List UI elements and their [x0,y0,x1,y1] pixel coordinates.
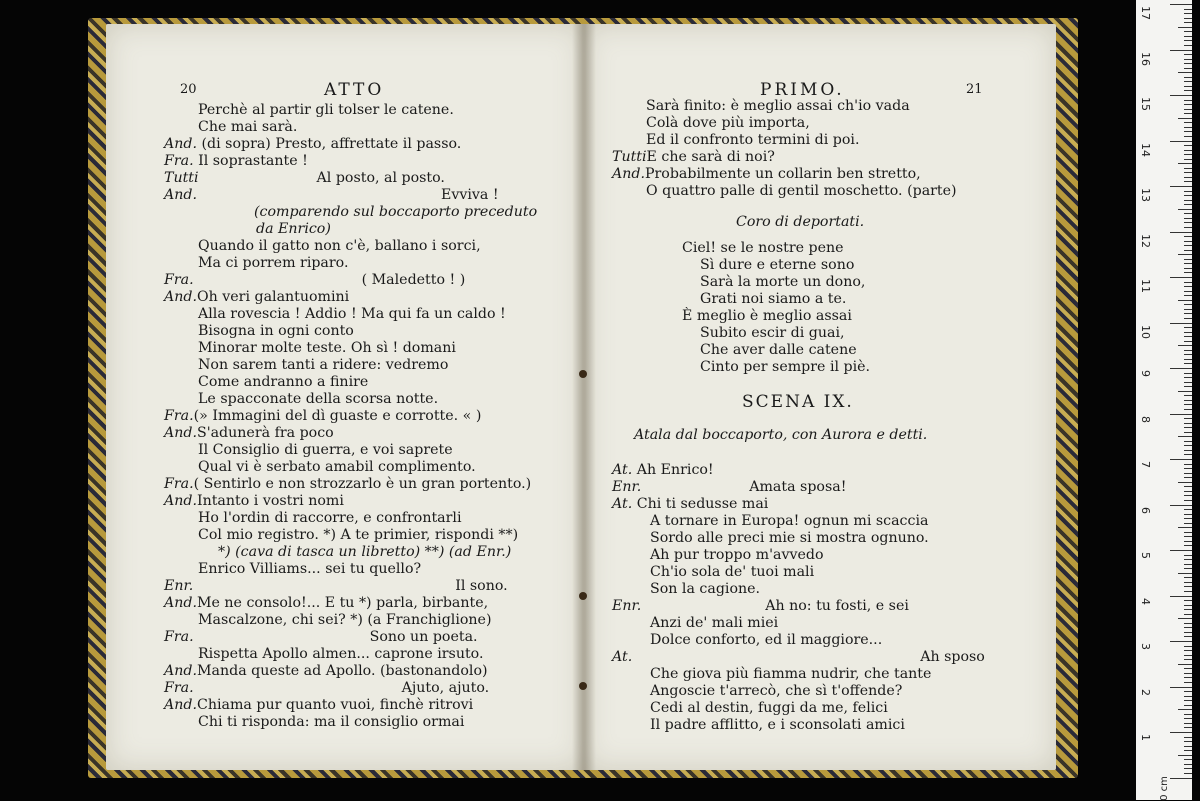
ruler-tick [1184,445,1192,446]
ruler-tick [1178,27,1192,28]
running-head: PRIMO. [760,80,845,100]
ruler-tick [1184,577,1192,578]
ruler-tick [1184,341,1192,342]
ruler-tick [1170,95,1192,96]
ruler-tick [1178,209,1192,210]
ruler-tick [1184,427,1192,428]
ruler-tick [1184,441,1192,442]
ruler-tick [1184,655,1192,656]
ruler-number: 7 [1139,461,1152,468]
verse-line: Quando il gatto non c'è, ballano i sorci, [198,238,481,254]
verse-line: And.Chiama pur quanto vuoi, finchè ritrovi [164,697,474,713]
speaker: Enr. [164,578,194,594]
ruler-tick [1170,186,1192,187]
speaker: Enr. [612,479,642,495]
measuring-ruler [1136,0,1192,800]
verse-line: Rispetta Apollo almen... caprone irsuto. [198,646,484,662]
ruler-tick [1184,268,1192,269]
ruler-tick [1184,150,1192,151]
stage-direction: da Enrico) [256,221,331,237]
ruler-tick [1184,400,1192,401]
ruler-number: 16 [1139,51,1152,66]
speaker: At. [612,649,633,665]
ruler-tick [1184,582,1192,583]
ruler-tick [1184,59,1192,60]
ruler-tick [1184,477,1192,478]
ruler-tick [1184,700,1192,701]
ruler-tick [1184,350,1192,351]
ruler-tick [1184,131,1192,132]
ruler-tick [1184,204,1192,205]
ruler-tick [1184,423,1192,424]
ruler-tick [1184,295,1192,296]
verse-line: At. Ah Enrico! [612,462,714,478]
ruler-tick [1184,373,1192,374]
ruler-tick [1184,286,1192,287]
ruler-tick [1184,36,1192,37]
ruler-tick [1170,368,1192,369]
ruler-tick [1178,72,1192,73]
ruler-tick [1184,22,1192,23]
ruler-tick [1184,31,1192,32]
ruler-tick [1170,778,1192,779]
verse-line: Angoscie t'arrecò, che sì t'offende? [650,683,903,699]
ruler-tick [1184,746,1192,747]
verse-line: Enr. Il sono. [164,578,508,594]
ruler-tick [1184,737,1192,738]
ruler-tick [1184,764,1192,765]
verse-line: And.S'adunerà fra poco [164,425,334,441]
page-number: 20 [180,82,197,97]
ruler-tick [1184,359,1192,360]
ruler-tick [1184,282,1192,283]
ruler-number: 13 [1139,188,1152,202]
ruler-tick [1184,241,1192,242]
ruler-tick [1184,181,1192,182]
ruler-tick [1184,691,1192,692]
ruler-tick [1184,45,1192,46]
ruler-tick [1184,404,1192,405]
verse-line: Colà dove più importa, [646,115,810,131]
ruler-tick [1184,313,1192,314]
ruler-tick [1184,600,1192,601]
ruler-tick [1178,482,1192,483]
ruler-tick [1184,564,1192,565]
ruler-tick [1184,77,1192,78]
verse-line: Ed il confronto termini di poi. [646,132,860,148]
ruler-tick [1184,509,1192,510]
chorus-line: Sarà la morte un dono, [700,274,866,290]
verse-line: Tutti Al posto, al posto. [164,170,445,186]
binding-stitch [579,592,587,600]
ruler-tick [1170,550,1192,551]
ruler-number: 15 [1139,97,1152,111]
verse-line: Ma ci porrem riparo. [198,255,349,271]
ruler-tick [1184,750,1192,751]
ruler-tick [1184,145,1192,146]
ruler-tick [1184,100,1192,101]
ruler-number: 14 [1139,142,1152,157]
chorus-line: È meglio è meglio assai [682,308,852,324]
ruler-tick [1184,609,1192,610]
ruler-unit: 0 cm [1158,776,1170,801]
verse-line: Le spacconate della scorsa notte. [198,391,439,407]
ruler-tick [1170,141,1192,142]
ruler-tick [1184,9,1192,10]
ruler-tick [1184,245,1192,246]
ruler-tick [1178,163,1192,164]
speaker: And. [612,166,645,182]
ruler-tick [1184,218,1192,219]
ruler-tick [1184,263,1192,264]
speaker: And. [164,595,197,611]
speaker: Fra. [164,408,194,424]
ruler-tick [1184,605,1192,606]
ruler-tick [1170,687,1192,688]
ruler-number: 2 [1139,688,1152,696]
verse-line: Qual vi è serbato amabil complimento. [198,459,476,475]
ruler-tick [1178,664,1192,665]
ruler-tick [1184,136,1192,137]
ruler-tick [1184,354,1192,355]
ruler-tick [1184,673,1192,674]
ruler-number: 8 [1139,415,1152,423]
book-gutter [572,24,596,770]
ruler-tick [1184,541,1192,542]
ruler-tick [1184,627,1192,628]
ruler-tick [1184,473,1192,474]
ruler-tick [1184,586,1192,587]
verse-line: Fra. ( Maledetto ! ) [164,272,466,288]
ruler-tick [1184,18,1192,19]
ruler-tick [1178,573,1192,574]
ruler-tick [1184,336,1192,337]
stage-direction: Atala dal boccaporto, con Aurora e detti. [634,427,928,443]
ruler-number: 1 [1139,734,1152,741]
speaker: Fra. [164,476,194,492]
page-number: 21 [966,82,983,97]
ruler-tick [1184,68,1192,69]
ruler-tick [1184,168,1192,169]
speaker: And. [164,663,197,679]
ruler-tick [1170,4,1192,5]
verse-line: Ch'io sola de' tuoi mali [650,564,815,580]
speaker: Fra. [164,153,194,169]
verse-line: Enr. Amata sposa! [612,479,847,495]
speaker: And. [164,493,197,509]
chorus-line: Che aver dalle catene [700,342,857,358]
ruler-tick [1184,523,1192,524]
ruler-tick [1184,227,1192,228]
ruler-tick [1184,86,1192,87]
ruler-tick [1184,200,1192,201]
verse-line: A tornare in Europa! ognun mi scaccia [650,513,929,529]
speaker: And. [164,289,197,305]
ruler-tick [1184,568,1192,569]
chorus-line: Cinto per sempre il piè. [700,359,871,375]
ruler-tick [1184,250,1192,251]
ruler-tick [1170,732,1192,733]
ruler-number: 3 [1139,643,1152,650]
ruler-tick [1170,414,1192,415]
speaker: Tutti [612,149,647,165]
ruler-tick [1184,464,1192,465]
ruler-number: 17 [1139,6,1152,20]
verse-line: At. Ah sposo [612,649,985,665]
ruler-tick [1184,432,1192,433]
verse-line: Non sarem tanti a ridere: vedremo [198,357,449,373]
speaker: Tutti [164,170,199,186]
ruler-tick [1184,304,1192,305]
ruler-tick [1184,518,1192,519]
ruler-tick [1184,591,1192,592]
ruler-tick [1184,222,1192,223]
verse-line: Perchè al partir gli tolser le catene. [198,102,454,118]
verse-line: Sordo alle preci mie si mostra ognuno. [650,530,929,546]
ruler-tick [1184,418,1192,419]
ruler-tick [1184,104,1192,105]
verse-line: And. (di sopra) Presto, affrettate il passo. [164,136,462,152]
ruler-tick [1184,682,1192,683]
ruler-tick [1170,596,1192,597]
ruler-tick [1184,495,1192,496]
ruler-tick [1184,705,1192,706]
ruler-tick [1184,377,1192,378]
ruler-tick [1170,505,1192,506]
speaker: Fra. [164,680,194,696]
ruler-tick [1184,468,1192,469]
verse-line: And.Manda queste ad Apollo. (bastonandolo) [164,663,488,679]
ruler-tick [1184,259,1192,260]
verse-line: Fra.( Sentirlo e non strozzarlo è un gran portento.) [164,476,532,492]
ruler-tick [1178,345,1192,346]
ruler-tick [1184,90,1192,91]
ruler-tick [1184,718,1192,719]
ruler-tick [1184,395,1192,396]
ruler-tick [1184,191,1192,192]
verse-line: Dolce conforto, ed il maggiore... [650,632,883,648]
ruler-tick [1184,659,1192,660]
ruler-tick [1184,650,1192,651]
verse-line: Fra. Sono un poeta. [164,629,478,645]
ruler-tick [1184,332,1192,333]
verse-line: Enrico Villiams... sei tu quello? [198,561,422,577]
ruler-tick [1184,614,1192,615]
ruler-tick [1184,13,1192,14]
ruler-tick [1184,213,1192,214]
ruler-tick [1184,646,1192,647]
ruler-tick [1184,532,1192,533]
ruler-number: 10 [1139,324,1152,339]
ruler-tick [1170,323,1192,324]
chorus-line: Subito escir di guai, [700,325,845,341]
ruler-tick [1178,755,1192,756]
verse-line: And.Oh veri galantuomini [164,289,350,305]
speaker: Enr. [612,598,642,614]
verse-line: Alla rovescia ! Addio ! Ma qui fa un caldo ! [198,306,506,322]
ruler-tick [1170,641,1192,642]
ruler-number: 4 [1139,597,1152,605]
ruler-tick [1184,81,1192,82]
ruler-tick [1170,459,1192,460]
ruler-tick [1178,391,1192,392]
ruler-tick [1184,409,1192,410]
chorus-line: Ciel! se le nostre pene [682,240,844,256]
ruler-tick [1184,773,1192,774]
ruler-tick [1184,723,1192,724]
chorus-line: Grati noi siamo a te. [700,291,847,307]
speaker: And. [164,187,197,203]
ruler-number: 9 [1139,370,1152,377]
speaker: And. [164,697,197,713]
ruler-tick [1170,232,1192,233]
verse-line: Mascalzone, chi sei? *) (a Franchiglione) [198,612,492,628]
ruler-tick [1184,559,1192,560]
ruler-tick [1184,113,1192,114]
ruler-tick [1184,536,1192,537]
ruler-tick [1184,236,1192,237]
verse-line: Chi ti risponda: ma il consiglio ormai [198,714,465,730]
verse-line: TuttiE che sarà di noi? [612,149,775,165]
verse-line: Ho l'ordin di raccorre, e confrontarli [198,510,462,526]
ruler-number: 12 [1139,233,1152,248]
verse-line: Ah pur troppo m'avvedo [650,547,824,563]
verse-line: Sarà finito: è meglio assai ch'io vada [646,98,910,114]
ruler-tick [1184,677,1192,678]
ruler-tick [1184,40,1192,41]
ruler-tick [1184,500,1192,501]
ruler-tick [1184,727,1192,728]
ruler-tick [1184,54,1192,55]
verse-line: Fra. Il soprastante ! [164,153,308,169]
ruler-tick [1184,159,1192,160]
running-head: ATTO [324,80,385,100]
ruler-tick [1184,327,1192,328]
ruler-tick [1184,450,1192,451]
ruler-tick [1184,172,1192,173]
ruler-tick [1184,741,1192,742]
ruler-tick [1178,254,1192,255]
ruler-tick [1170,277,1192,278]
ruler-tick [1178,436,1192,437]
ruler-tick [1184,759,1192,760]
verse-line: Come andranno a finire [198,374,369,390]
ruler-tick [1184,291,1192,292]
binding-stitch [579,370,587,378]
ruler-tick [1184,127,1192,128]
ruler-tick [1184,636,1192,637]
ruler-tick [1184,632,1192,633]
ruler-tick [1184,545,1192,546]
verse-line: And.Intanto i vostri nomi [164,493,344,509]
chorus-line: Sì dure e eterne sono [700,257,855,273]
ruler-tick [1184,363,1192,364]
stage-direction: (comparendo sul boccaporto preceduto [254,204,538,220]
ruler-tick [1184,696,1192,697]
speaker: And. [164,136,197,152]
ruler-tick [1184,272,1192,273]
verse-line: Enr. Ah no: tu fosti, e sei [612,598,909,614]
verse-line: Son la cagione. [650,581,761,597]
ruler-tick [1184,668,1192,669]
verse-line: Minorar molte teste. Oh sì ! domani [198,340,456,356]
verse-line: At. Chi ti sedusse mai [612,496,769,512]
ruler-tick [1184,486,1192,487]
ruler-tick [1184,109,1192,110]
ruler-tick [1184,714,1192,715]
ruler-tick [1184,555,1192,556]
ruler-tick [1184,309,1192,310]
ruler-tick [1184,177,1192,178]
speaker: Fra. [164,272,194,288]
verse-line: And. Evviva ! [164,187,499,203]
verse-line: Fra. Ajuto, ajuto. [164,680,490,696]
ruler-number: 5 [1139,552,1152,559]
ruler-tick [1184,768,1192,769]
verse-line: And.Probabilmente un collarin ben stretto, [612,166,921,182]
ruler-tick [1184,623,1192,624]
verse-line: Bisogna in ogni conto [198,323,354,339]
ruler-tick [1178,300,1192,301]
ruler-tick [1184,382,1192,383]
verse-line: Il Consiglio di guerra, e voi saprete [198,442,453,458]
ruler-tick [1170,50,1192,51]
speaker: At. [612,496,633,512]
verse-line: Il padre afflitto, e i sconsolati amici [650,717,905,733]
speaker: At. [612,462,633,478]
binding-stitch [579,682,587,690]
verse-line: O quattro palle di gentil moschetto. (parte) [646,183,957,199]
ruler-number: 11 [1139,279,1152,293]
ruler-tick [1184,491,1192,492]
ruler-tick [1184,454,1192,455]
verse-line: Anzi de' mali miei [650,615,779,631]
ruler-tick [1184,386,1192,387]
ruler-tick [1184,154,1192,155]
ruler-tick [1184,514,1192,515]
stage-direction: *) (cava di tasca un libretto) **) (ad Enr.) [218,544,512,560]
ruler-tick [1184,318,1192,319]
verse-line: Che giova più fiamma nudrir, che tante [650,666,932,682]
left-page [106,24,584,770]
ruler-tick [1178,618,1192,619]
scene-title: SCENA IX. [742,392,854,412]
ruler-tick [1184,122,1192,123]
chorus-title: Coro di deportati. [736,214,865,230]
ruler-tick [1184,63,1192,64]
ruler-tick [1178,709,1192,710]
ruler-tick [1178,118,1192,119]
verse-line: Che mai sarà. [198,119,298,135]
ruler-tick [1178,527,1192,528]
verse-line: Col mio registro. *) A te primier, rispondi **) [198,527,519,543]
ruler-tick [1184,195,1192,196]
verse-line: And.Me ne consolo!... E tu *) parla, birbante, [164,595,489,611]
speaker: And. [164,425,197,441]
right-page [584,24,1056,770]
verse-line: Cedi al destin, fuggi da me, felici [650,700,888,716]
speaker: Fra. [164,629,194,645]
ruler-number: 6 [1139,506,1152,514]
verse-line: Fra.(» Immagini del dì guaste e corrotte. « ) [164,408,482,424]
